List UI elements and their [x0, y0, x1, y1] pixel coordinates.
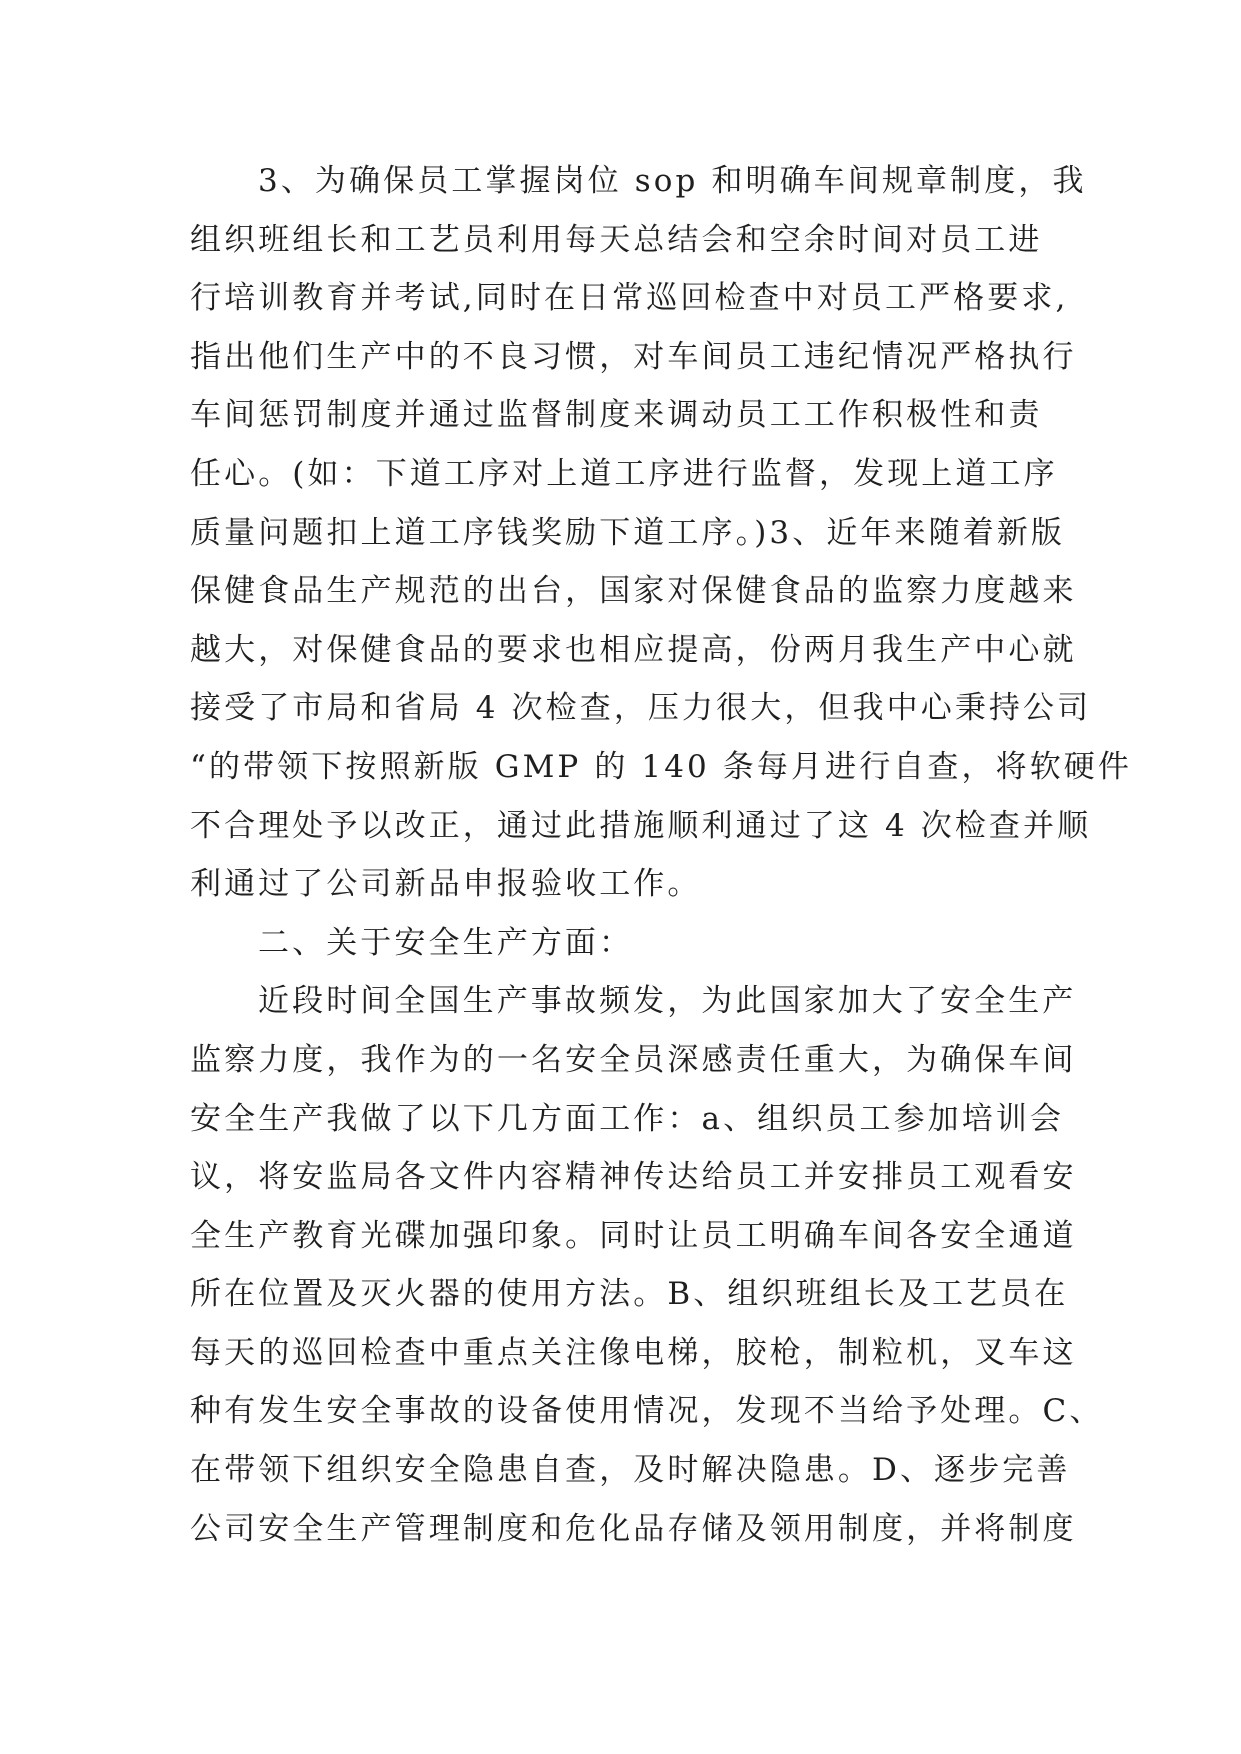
- paragraph-line: 保健食品生产规范的出台，国家对保健食品的监察力度越来: [190, 573, 1077, 610]
- paragraph-line: 任心。(如：下道工序对上道工序进行监督，发现上道工序: [190, 455, 1058, 492]
- paragraph-line: 越大，对保健食品的要求也相应提高，份两月我生产中心就: [190, 631, 1077, 668]
- paragraph-line: 每天的巡回检查中重点关注像电梯，胶枪，制粒机，叉车这: [190, 1334, 1077, 1371]
- paragraph-line: 指出他们生产中的不良习惯，对车间员工违纪情况严格执行: [190, 338, 1077, 375]
- paragraph-line: 行培训教育并考试,同时在日常巡回检查中对员工严格要求,: [190, 280, 1069, 317]
- paragraph-line: “的带领下按照新版 GMP 的 140 条每月进行自查，将软硬件: [190, 748, 1132, 785]
- paragraph-line: 3、为确保员工掌握岗位 sop 和明确车间规章制度，我: [258, 163, 1087, 199]
- paragraph-line: 监察力度，我作为的一名安全员深感责任重大，为确保车间: [190, 1041, 1077, 1078]
- section-heading: 二、关于安全生产方面：: [258, 924, 634, 961]
- paragraph-line: 不合理处予以改正，通过此措施顺利通过了这 4 次检查并顺: [190, 807, 1092, 844]
- paragraph-line: 种有发生安全事故的设备使用情况，发现不当给予处理。C、: [190, 1393, 1104, 1430]
- paragraph-line: 议，将安监局各文件内容精神传达给员工并安排员工观看安: [190, 1159, 1077, 1196]
- document-body: [190, 152, 1132, 1558]
- paragraph-line: 车间惩罚制度并通过监督制度来调动员工工作积极性和责: [190, 397, 1043, 434]
- paragraph-line: 近段时间全国生产事故频发，为此国家加大了安全生产: [258, 983, 1077, 1020]
- paragraph-line: 接受了市局和省局 4 次检查，压力很大，但我中心秉持公司: [190, 690, 1092, 727]
- paragraph-line: 安全生产我做了以下几方面工作：a、组织员工参加培训会: [190, 1100, 1065, 1137]
- paragraph-line: 在带领下组织安全隐患自查，及时解决隐患。D、逐步完善: [190, 1452, 1071, 1489]
- paragraph-line: 质量问题扣上道工序钱奖励下道工序。)3、近年来随着新版: [190, 514, 1066, 551]
- paragraph-line: 公司安全生产管理制度和危化品存储及领用制度，并将制度: [190, 1510, 1077, 1547]
- paragraph-line: 全生产教育光碟加强印象。同时让员工明确车间各安全通道: [190, 1217, 1077, 1254]
- paragraph-line: 利通过了公司新品申报验收工作。: [190, 866, 702, 903]
- paragraph-line: 组织班组长和工艺员利用每天总结会和空余时间对员工进: [190, 221, 1043, 258]
- paragraph-line: 所在位置及灭火器的使用方法。B、组织班组长及工艺员在: [190, 1276, 1069, 1313]
